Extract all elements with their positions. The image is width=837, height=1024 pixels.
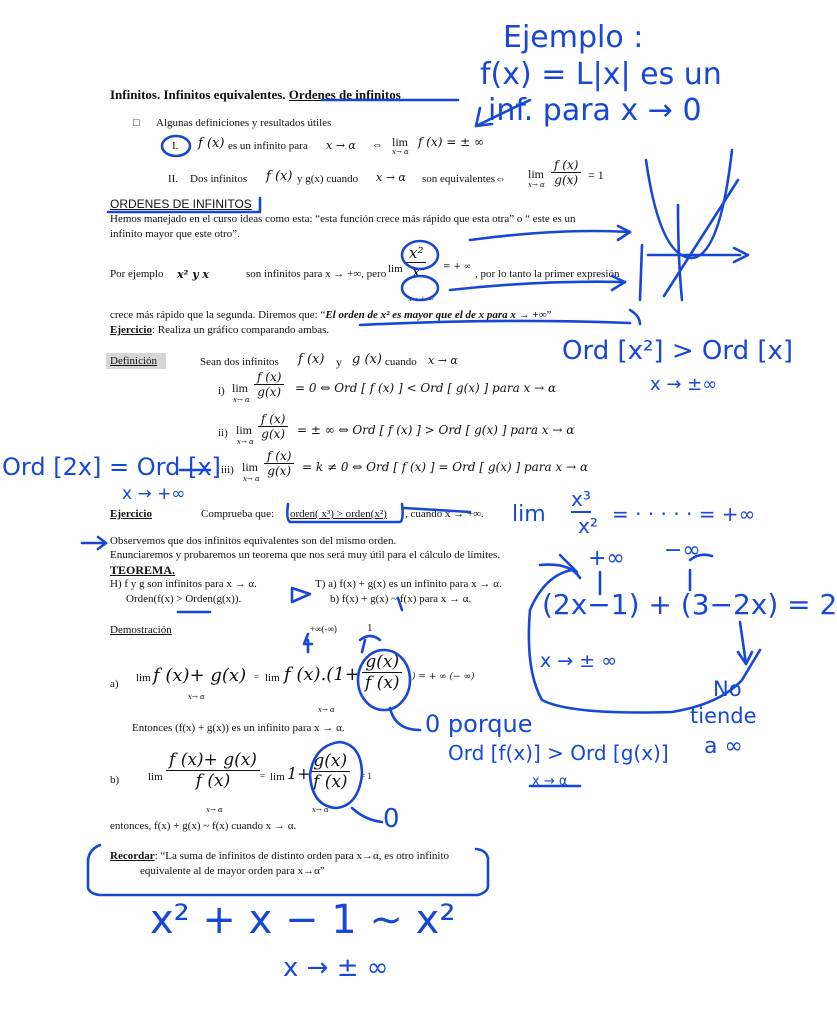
hw-equivalence: x² + x − 1 ∼ x² bbox=[150, 897, 456, 943]
case-ii-lim: lim bbox=[236, 423, 253, 437]
case-i-sub: x→ α bbox=[233, 396, 250, 404]
case-ii-rhs: = ± ∞ ⇔ Ord [ f (x) ] > Ord [ g(x) ] para x → α bbox=[297, 423, 575, 437]
crece-plain: crece más rápido que la segunda. Diremos que: “ bbox=[110, 309, 326, 321]
crece-tick bbox=[630, 310, 640, 324]
proof-b-label: b) bbox=[110, 774, 120, 786]
recordar-label: Recordar bbox=[110, 850, 155, 862]
thesis-line1: T) a) f(x) + g(x) es un infinito para x → α. bbox=[315, 578, 502, 590]
hw-a-inf: a ∞ bbox=[704, 734, 743, 759]
circle-def1 bbox=[162, 136, 190, 156]
circle-ex-den bbox=[402, 276, 438, 300]
def2-lim: lim bbox=[528, 167, 545, 181]
proof-b-den2: f (x) bbox=[313, 772, 348, 792]
example-lim-sub: x→ + ∞ bbox=[408, 295, 434, 303]
def2-fx: f (x) bbox=[266, 169, 293, 184]
def1-text: es un infinito para bbox=[228, 140, 308, 152]
hw-no: No bbox=[713, 677, 742, 701]
dem-arrow-2-head bbox=[360, 636, 380, 640]
proof-a-label: a) bbox=[110, 678, 119, 690]
crece-bold: El orden de x² es mayor que el de x para x → +∞ bbox=[325, 309, 547, 321]
underline-crece bbox=[360, 321, 630, 325]
hw-minus-inf: −∞ bbox=[664, 538, 701, 563]
hyp-line1: H) f y g son infinitos para x → α. bbox=[110, 578, 257, 590]
arrow-proof-a bbox=[390, 708, 420, 730]
def2-number: II. bbox=[168, 173, 179, 185]
proof-a-sub1: x→ α bbox=[188, 693, 205, 701]
proof-b-sub1: x→ α bbox=[206, 806, 223, 814]
proof-b-lim1: lim bbox=[148, 771, 163, 783]
case-ii-den: g(x) bbox=[261, 427, 286, 441]
proof-a-den: f (x) bbox=[365, 673, 400, 693]
bullet-square-icon: □ bbox=[133, 117, 140, 129]
bullet-text: Algunas definiciones y resultados útiles bbox=[156, 117, 332, 129]
def2-text3: son equivalentes⇔ bbox=[422, 173, 507, 185]
example-result: = + ∞ bbox=[443, 262, 472, 272]
circle-proof-a bbox=[358, 650, 410, 710]
case-iii-label: iii) bbox=[221, 464, 234, 476]
proof-b-lim2: lim bbox=[270, 771, 285, 783]
dem-arrow-2 bbox=[362, 640, 365, 652]
case-i-lim: lim bbox=[232, 381, 249, 395]
hw-sum-condition: x → ± ∞ bbox=[540, 650, 618, 672]
proof-a-eq: = bbox=[254, 672, 260, 682]
definicion-text: Sean dos infinitos bbox=[200, 356, 279, 368]
bracket-section-head bbox=[108, 198, 260, 212]
bracket-orden bbox=[287, 504, 402, 522]
case-iii-num: f (x) bbox=[264, 449, 294, 464]
minus-inf-tail bbox=[690, 555, 712, 560]
hw-inf-line: inf. para x → 0 bbox=[488, 93, 702, 128]
proof-a-lhs: f (x)+ g(x) bbox=[153, 665, 247, 686]
dem-top-label1: +∞(-∞) bbox=[310, 624, 337, 634]
example-text1: Por ejemplo bbox=[110, 268, 164, 280]
hw-ord-condition: x → ±∞ bbox=[650, 374, 718, 395]
hw-fx-line: f(x) = L|x| es un bbox=[480, 57, 722, 92]
definicion-label: Definición bbox=[110, 355, 158, 367]
case-ii-num: f (x) bbox=[258, 412, 288, 427]
hyp-line2: Orden(f(x) > Orden(g(x)). bbox=[126, 593, 242, 605]
hw-lim-den: x² bbox=[578, 514, 598, 538]
proof-b-end: = 1 bbox=[360, 771, 372, 781]
arrow-graph-1-head bbox=[618, 226, 630, 240]
case-i-rhs: = 0 ⇔ Ord [ f (x) ] < Ord [ g(x) ] para x → α bbox=[295, 381, 557, 395]
hw-ejemplo: Ejemplo : bbox=[503, 20, 644, 55]
def1-lim-sub: x→ α bbox=[392, 148, 409, 156]
def2-lim-sub: x→ α bbox=[528, 181, 545, 189]
thesis-line2: b) f(x) + g(x) ~ f(x) para x → α. bbox=[330, 593, 472, 605]
hw-cond-alpha: x → α bbox=[532, 774, 568, 789]
definicion-cond: x → α bbox=[428, 354, 458, 367]
case-i-num: f (x) bbox=[254, 370, 284, 385]
proof-b-eq: = bbox=[260, 771, 266, 781]
proof-b-num: f (x)+ g(x) bbox=[166, 750, 260, 771]
para1-line1: Hemos manejado en el curso ideas como esta: “esta función crece más rápido que esta otra” o “ este es un bbox=[110, 213, 576, 225]
arrow-graph-1 bbox=[470, 231, 630, 240]
def1-fx: f (x) bbox=[198, 136, 225, 151]
graph-axis-left bbox=[640, 245, 642, 300]
brace-recordar bbox=[88, 845, 488, 895]
def2-condition: x → α bbox=[376, 171, 406, 184]
hw-ord-fg: Ord [f(x)] > Ord [g(x)] bbox=[448, 741, 669, 765]
case-i-den: g(x) bbox=[257, 385, 282, 399]
example-x2-x: x² y x bbox=[177, 268, 209, 281]
hw-zero-b: 0 bbox=[383, 804, 400, 834]
def1-lim: lim bbox=[392, 135, 409, 149]
hw-sum-expression: (2x−1) + (3−2x) = 2 bbox=[542, 588, 837, 621]
graph-parabola bbox=[646, 150, 732, 258]
def2-equals: = 1 bbox=[588, 168, 604, 182]
definicion-gx: g (x) bbox=[352, 352, 382, 367]
tilde-mark bbox=[398, 598, 402, 610]
obs-line1: Observemos que dos infinitos equivalentes son del mismo orden. bbox=[110, 535, 397, 547]
def1-iff: ⇔ bbox=[372, 139, 383, 151]
definicion-cuando: cuando bbox=[385, 356, 417, 368]
ejercicio2-end: , cuando x → +∞. bbox=[405, 508, 484, 520]
arrow-to-title bbox=[476, 100, 530, 126]
section-heading: ORDENES DE INFINITOS bbox=[110, 197, 252, 211]
graph-line bbox=[664, 180, 738, 296]
arrow-graph-2 bbox=[450, 282, 625, 290]
case-ii-label: ii) bbox=[218, 427, 228, 439]
proof-a-end: ) = + ∞ (− ∞) bbox=[412, 672, 475, 682]
proof-b-num2: g(x) bbox=[310, 751, 350, 772]
proof-b-mid: 1+ bbox=[287, 764, 311, 783]
ejercicio2-label: Ejercicio bbox=[110, 508, 152, 520]
proof-a-mid: f (x).(1+ bbox=[284, 664, 360, 685]
teorema-label: TEOREMA. bbox=[110, 563, 176, 577]
def1-number: I. bbox=[172, 140, 179, 152]
hw-tiende: tiende bbox=[690, 704, 757, 728]
definicion-y: y bbox=[336, 355, 342, 369]
entonces-b: entonces, f(x) + g(x) ~ f(x) cuando x → α. bbox=[110, 820, 297, 832]
hw-ord-inequality: Ord [x²] > Ord [x] bbox=[562, 336, 794, 366]
example-lim: lim bbox=[388, 263, 403, 275]
hw-lim-num: x³ bbox=[571, 487, 591, 511]
def1-rhs: f (x) = ± ∞ bbox=[418, 135, 484, 149]
def2-denominator: g(x) bbox=[554, 173, 579, 187]
hw-lim-result: = · · · · · = +∞ bbox=[612, 502, 756, 526]
proof-b-den: f (x) bbox=[195, 771, 231, 791]
para1-line2: infinito mayor que este otro”. bbox=[110, 228, 240, 240]
obs-line2: Enunciaremos y probaremos un teorema que nos será muy útil para el cálculo de límites. bbox=[110, 549, 501, 561]
def2-text1: Dos infinitos bbox=[190, 173, 248, 185]
def2-numerator: f (x) bbox=[551, 158, 581, 173]
case-iii-lim: lim bbox=[242, 460, 259, 474]
hw-cero-porque: 0 porque bbox=[425, 710, 533, 738]
ejercicio2-text: Comprueba que: bbox=[201, 508, 275, 520]
hw-ord-equality: Ord [2x] = Ord [x] bbox=[2, 453, 221, 481]
recordar-line2: equivalente al de mayor orden para x→α” bbox=[140, 865, 325, 877]
sum-box bbox=[529, 570, 760, 713]
crece-quote-end: ” bbox=[546, 309, 552, 321]
arrow-implies bbox=[292, 588, 310, 602]
proof-a-sub2: x→ α bbox=[318, 706, 335, 714]
hw-ord-eq-condition: x → +∞ bbox=[122, 484, 186, 504]
proof-a-lim1: lim bbox=[136, 672, 151, 684]
orden-line bbox=[404, 508, 470, 512]
definicion-fx: f (x) bbox=[298, 352, 325, 367]
proof-a-num: g(x) bbox=[362, 652, 402, 673]
ejercicio1-label: Ejercicio bbox=[110, 324, 152, 336]
example-denominator: x bbox=[412, 263, 421, 281]
hw-plus-inf: +∞ bbox=[588, 546, 625, 571]
ejercicio1-text: : Realiza un gráfico comparando ambas. bbox=[151, 324, 330, 336]
circle-ex-num bbox=[402, 241, 438, 269]
case-ii-sub: x→ α bbox=[237, 438, 254, 446]
ejercicio2-underlined: orden( x³) > orden(x²) bbox=[290, 508, 387, 520]
example-numerator: x² bbox=[406, 244, 426, 263]
hw-lim: lim bbox=[512, 502, 546, 527]
case-i-label: i) bbox=[218, 385, 225, 397]
arrow-proof-b bbox=[352, 808, 382, 822]
proof-a-lim2: lim bbox=[265, 672, 280, 684]
dem-top-label2: 1 bbox=[367, 622, 373, 634]
case-iii-sub: x→ α bbox=[243, 475, 260, 483]
example-text3: , por lo tanto la primer expresión bbox=[475, 268, 620, 280]
doc-title-part2: Ordenes de infinitos bbox=[288, 87, 401, 102]
arrow-sum-box bbox=[540, 565, 580, 578]
entonces-a: Entonces (f(x) + g(x)) es un infinito para x → α. bbox=[132, 722, 345, 734]
recordar-text1: : “La suma de infinitos de distinto orden para x→α, es otro infinito bbox=[154, 850, 450, 862]
proof-b-sub2: x→ α bbox=[312, 806, 329, 814]
case-iii-rhs: = k ≠ 0 ⇔ Ord [ f (x) ] = Ord [ g(x) ] para x → α bbox=[302, 460, 589, 474]
def1-condition: x → α bbox=[326, 139, 356, 152]
def2-text2: y g(x) cuando bbox=[297, 173, 359, 185]
hw-equivalence-condition: x → ± ∞ bbox=[283, 953, 389, 983]
example-text2: son infinitos para x → +∞, pero bbox=[246, 268, 387, 280]
doc-title-part1: Infinitos. Infinitos equivalentes. bbox=[110, 87, 289, 102]
case-iii-den: g(x) bbox=[267, 464, 292, 478]
demostracion-label: Demostración bbox=[110, 624, 172, 636]
circle-proof-b bbox=[310, 742, 362, 808]
